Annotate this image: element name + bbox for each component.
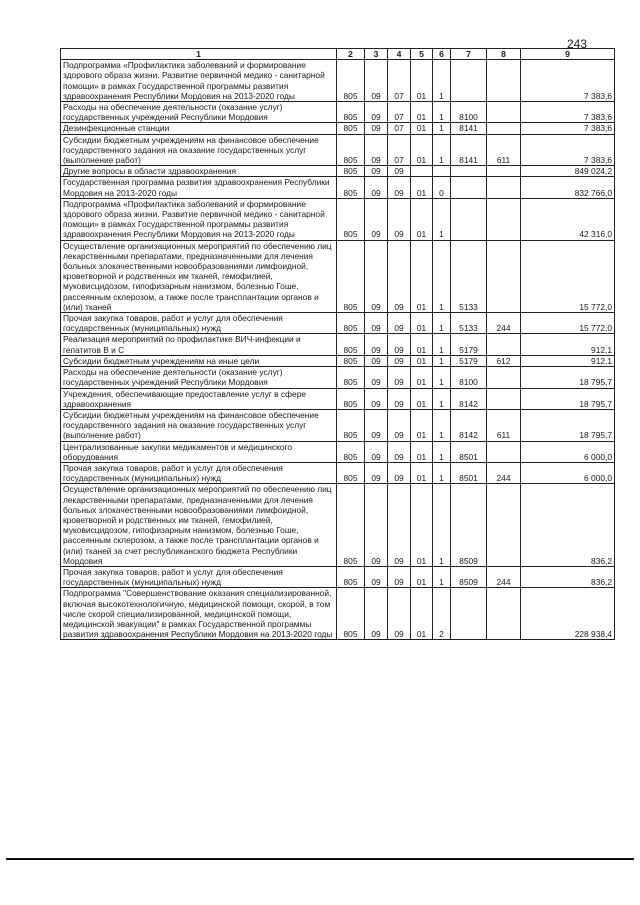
budget-table (60, 48, 615, 640)
row-code-c3: 09 (365, 441, 388, 462)
row-code-c6: 2 (433, 588, 451, 640)
row-code-c3: 09 (365, 334, 388, 355)
header-col-5: 5 (411, 49, 433, 60)
table-row (61, 409, 615, 441)
row-description: Прочая закупка товаров, работ и услуг для обеспечения государственных (муниципальных) нужд (61, 566, 337, 587)
row-code-c4: 09 (388, 240, 411, 312)
table-row (61, 462, 615, 483)
row-code-c4: 09 (388, 355, 411, 366)
row-amount: 228 938,4 (521, 588, 615, 640)
table-row (61, 566, 615, 587)
header-col-9: 9 (521, 49, 615, 60)
row-description: Субсидии бюджетным учреждениям на финансовое обеспечение государственного задания на оказание государственных услуг (выполнение работ) (61, 409, 337, 441)
row-code-c5: 01 (411, 177, 433, 198)
row-description: Подпрограмма «Профилактика заболеваний и формирование здорового образа жизни. Развитие первичной медико - санитарной помощи» в рамках Государственной программы развития здравоохранения Республики Мордовия на 2013-2020 годы (61, 198, 337, 240)
row-code-c2: 805 (337, 588, 365, 640)
row-code-c5: 01 (411, 102, 433, 123)
row-code-c8 (487, 177, 521, 198)
row-code-c2: 805 (337, 198, 365, 240)
row-code-c4: 09 (388, 367, 411, 388)
row-code-c7: 5179 (451, 355, 487, 366)
row-description: Субсидии бюджетным учреждениям на финансовое обеспечение государственного задания на оказание государственных услуг (выполнение работ) (61, 134, 337, 166)
row-code-c7: 5133 (451, 313, 487, 334)
row-code-c5: 01 (411, 60, 433, 102)
row-code-c8 (487, 60, 521, 102)
row-code-c6: 1 (433, 462, 451, 483)
row-code-c2: 805 (337, 313, 365, 334)
row-code-c4: 09 (388, 334, 411, 355)
row-code-c6: 1 (433, 484, 451, 567)
table-row (61, 367, 615, 388)
row-code-c3: 09 (365, 198, 388, 240)
row-code-c3: 09 (365, 134, 388, 166)
row-code-c8: 244 (487, 313, 521, 334)
row-code-c6: 1 (433, 409, 451, 441)
table-row (61, 198, 615, 240)
row-amount: 18 795,7 (521, 388, 615, 409)
row-code-c5: 01 (411, 367, 433, 388)
row-code-c4: 07 (388, 134, 411, 166)
row-code-c2: 805 (337, 441, 365, 462)
row-code-c6: 1 (433, 355, 451, 366)
table-row (61, 240, 615, 312)
row-code-c3: 09 (365, 484, 388, 567)
row-code-c3: 09 (365, 462, 388, 483)
row-code-c5: 01 (411, 334, 433, 355)
row-code-c4: 09 (388, 566, 411, 587)
row-code-c5: 01 (411, 388, 433, 409)
row-code-c6: 1 (433, 566, 451, 587)
row-code-c6: 1 (433, 334, 451, 355)
row-code-c4: 09 (388, 588, 411, 640)
row-code-c7 (451, 588, 487, 640)
row-description: Реализация мероприятий по профилактике ВИЧ-инфекции и гепатитов В и С (61, 334, 337, 355)
table-row (61, 441, 615, 462)
row-code-c5: 01 (411, 409, 433, 441)
row-code-c5: 01 (411, 240, 433, 312)
row-code-c5: 01 (411, 355, 433, 366)
header-col-6: 6 (433, 49, 451, 60)
row-code-c7 (451, 177, 487, 198)
row-code-c7: 8141 (451, 134, 487, 166)
row-code-c2: 805 (337, 177, 365, 198)
row-code-c7: 5133 (451, 240, 487, 312)
row-amount: 18 795,7 (521, 367, 615, 388)
row-code-c8: 244 (487, 462, 521, 483)
row-code-c3: 09 (365, 177, 388, 198)
row-code-c7: 8509 (451, 566, 487, 587)
row-code-c2: 805 (337, 134, 365, 166)
row-amount: 15 772,0 (521, 240, 615, 312)
row-description: Другие вопросы в области здравоохранения (61, 166, 337, 177)
row-code-c7 (451, 166, 487, 177)
row-code-c6: 1 (433, 198, 451, 240)
row-code-c4: 07 (388, 102, 411, 123)
row-code-c2: 805 (337, 334, 365, 355)
row-code-c8: 612 (487, 355, 521, 366)
row-description: Прочая закупка товаров, работ и услуг для обеспечения государственных (муниципальных) нужд (61, 313, 337, 334)
row-code-c3: 09 (365, 166, 388, 177)
row-code-c6: 1 (433, 367, 451, 388)
header-col-7: 7 (451, 49, 487, 60)
table-row (61, 388, 615, 409)
row-code-c7: 8141 (451, 123, 487, 134)
row-code-c8 (487, 123, 521, 134)
row-code-c8 (487, 240, 521, 312)
row-code-c2: 805 (337, 462, 365, 483)
row-code-c4: 09 (388, 441, 411, 462)
header-col-3: 3 (365, 49, 388, 60)
row-code-c7: 8501 (451, 462, 487, 483)
row-code-c6: 1 (433, 123, 451, 134)
row-amount: 832 766,0 (521, 177, 615, 198)
row-code-c5: 01 (411, 123, 433, 134)
row-code-c3: 09 (365, 409, 388, 441)
row-description: Субсидии бюджетным учреждениям на иные цели (61, 355, 337, 366)
row-description: Расходы на обеспечение деятельности (оказание услуг) государственных учреждений Республики Мордовия (61, 367, 337, 388)
row-code-c3: 09 (365, 367, 388, 388)
row-amount: 7 383,6 (521, 123, 615, 134)
row-code-c2: 805 (337, 409, 365, 441)
table-row (61, 484, 615, 567)
header-col-4: 4 (388, 49, 411, 60)
row-code-c6 (433, 166, 451, 177)
row-amount: 849 024,2 (521, 166, 615, 177)
row-code-c5: 01 (411, 484, 433, 567)
row-code-c7: 8142 (451, 409, 487, 441)
bottom-rule (6, 858, 634, 860)
row-code-c7: 8142 (451, 388, 487, 409)
row-amount: 912,1 (521, 334, 615, 355)
row-code-c7: 8509 (451, 484, 487, 567)
row-amount: 15 772,0 (521, 313, 615, 334)
row-code-c6: 1 (433, 388, 451, 409)
row-code-c5: 01 (411, 198, 433, 240)
row-code-c5: 01 (411, 313, 433, 334)
row-code-c2: 805 (337, 388, 365, 409)
row-amount: 7 383,6 (521, 60, 615, 102)
row-code-c7: 8100 (451, 102, 487, 123)
row-code-c7: 8501 (451, 441, 487, 462)
table-row (61, 588, 615, 640)
row-description: Дезинфекционные станции (61, 123, 337, 134)
row-code-c2: 805 (337, 123, 365, 134)
row-code-c2: 805 (337, 484, 365, 567)
row-code-c8 (487, 588, 521, 640)
row-code-c7 (451, 198, 487, 240)
row-code-c6: 1 (433, 441, 451, 462)
table-row (61, 166, 615, 177)
row-code-c2: 805 (337, 367, 365, 388)
row-code-c8 (487, 367, 521, 388)
row-amount: 7 383,6 (521, 134, 615, 166)
row-code-c6: 0 (433, 177, 451, 198)
row-description: Подпрограмма «Профилактика заболеваний и формирование здорового образа жизни. Развитие первичной медико - санитарной помощи» в рамках Государственной программы развития здравоохранения Республики Мордовия на 2013-2020 годы (61, 60, 337, 102)
row-code-c4: 09 (388, 198, 411, 240)
page-number: 243 (567, 37, 588, 51)
row-code-c2: 805 (337, 355, 365, 366)
header-col-8: 8 (487, 49, 521, 60)
row-code-c4: 09 (388, 462, 411, 483)
row-description: Государственная программа развития здравоохранения Республики Мордовия на 2013-2020 годы (61, 177, 337, 198)
row-code-c4: 09 (388, 313, 411, 334)
row-code-c6: 1 (433, 240, 451, 312)
row-code-c4: 07 (388, 123, 411, 134)
table-row (61, 177, 615, 198)
table-row (61, 334, 615, 355)
row-description: Осуществление организационных мероприятий по обеспечению лиц лекарственными препаратами, предназначенными для лечения больных злокачественными новообразованиями лимфоидной, кроветворной и родственных им тканей, гемофилией, муковисцидозом, гипофизарным нанизмом, болезнью Гоше, рассеянным склерозом, а также после трансплантации органов и (или) тканей (61, 240, 337, 312)
row-code-c5: 01 (411, 134, 433, 166)
row-description: Расходы на обеспечение деятельности (оказание услуг) государственных учреждений Республики Мордовия (61, 102, 337, 123)
row-code-c3: 09 (365, 588, 388, 640)
row-code-c8: 611 (487, 134, 521, 166)
row-code-c6: 1 (433, 102, 451, 123)
row-code-c8 (487, 166, 521, 177)
row-code-c3: 09 (365, 355, 388, 366)
header-col-1: 1 (61, 49, 337, 60)
row-code-c3: 09 (365, 313, 388, 334)
row-code-c2: 805 (337, 102, 365, 123)
row-code-c2: 805 (337, 240, 365, 312)
row-code-c5 (411, 166, 433, 177)
row-code-c7: 8100 (451, 367, 487, 388)
row-code-c3: 09 (365, 240, 388, 312)
row-code-c5: 01 (411, 441, 433, 462)
table-row (61, 313, 615, 334)
row-code-c5: 01 (411, 566, 433, 587)
row-code-c5: 01 (411, 462, 433, 483)
table-row (61, 102, 615, 123)
row-code-c8 (487, 441, 521, 462)
row-code-c8 (487, 198, 521, 240)
table-row (61, 123, 615, 134)
row-code-c2: 805 (337, 60, 365, 102)
row-code-c2: 805 (337, 166, 365, 177)
header-col-2: 2 (337, 49, 365, 60)
row-code-c8 (487, 334, 521, 355)
table-header-row (61, 49, 615, 60)
row-code-c8 (487, 484, 521, 567)
table-row (61, 60, 615, 102)
row-code-c8: 244 (487, 566, 521, 587)
table-row (61, 355, 615, 366)
row-amount: 6 000,0 (521, 462, 615, 483)
row-amount: 912,1 (521, 355, 615, 366)
row-amount: 18 795,7 (521, 409, 615, 441)
row-code-c7 (451, 60, 487, 102)
row-code-c5: 01 (411, 588, 433, 640)
row-code-c3: 09 (365, 123, 388, 134)
row-code-c4: 09 (388, 484, 411, 567)
row-description: Осуществление организационных мероприятий по обеспечению лиц лекарственными препаратами, предназначенными для лечения больных злокачественными новообразованиями лимфоидной, кроветворной и родственных им тканей, гемофилией, муковисцидозом, гипофизарным нанизмом, болезнью Гоше, рассеянным склерозом, а также после трансплантации органов и (или) тканей за счет республиканского бюджета Республики Мордовия (61, 484, 337, 567)
row-code-c2: 805 (337, 566, 365, 587)
row-code-c3: 09 (365, 60, 388, 102)
table-row (61, 134, 615, 166)
row-code-c8 (487, 388, 521, 409)
row-code-c4: 09 (388, 166, 411, 177)
row-description: Централизованные закупки медикаментов и медицинского оборудования (61, 441, 337, 462)
row-code-c6: 1 (433, 134, 451, 166)
row-code-c6: 1 (433, 313, 451, 334)
row-description: Подпрограмма "Совершенствование оказания специализированной, включая высокотехнологичную, медицинской помощи, скорой, в том числе скорой специализированной, медицинской помощи, медицинской эвакуации" в рамках Государственной программы развития здравоохранения Республики Мордовия на 2013-2020 годы (61, 588, 337, 640)
row-code-c4: 09 (388, 177, 411, 198)
row-amount: 7 383,6 (521, 102, 615, 123)
row-code-c4: 09 (388, 409, 411, 441)
row-code-c4: 09 (388, 388, 411, 409)
row-code-c3: 09 (365, 566, 388, 587)
row-code-c3: 09 (365, 388, 388, 409)
row-code-c8: 611 (487, 409, 521, 441)
row-amount: 42 316,0 (521, 198, 615, 240)
row-amount: 836,2 (521, 566, 615, 587)
row-code-c3: 09 (365, 102, 388, 123)
row-description: Прочая закупка товаров, работ и услуг для обеспечения государственных (муниципальных) нужд (61, 462, 337, 483)
row-code-c8 (487, 102, 521, 123)
row-amount: 6 000,0 (521, 441, 615, 462)
row-code-c4: 07 (388, 60, 411, 102)
row-code-c7: 5179 (451, 334, 487, 355)
row-code-c6: 1 (433, 60, 451, 102)
row-amount: 836,2 (521, 484, 615, 567)
row-description: Учреждения, обеспечивающие предоставление услуг в сфере здравоохранения (61, 388, 337, 409)
